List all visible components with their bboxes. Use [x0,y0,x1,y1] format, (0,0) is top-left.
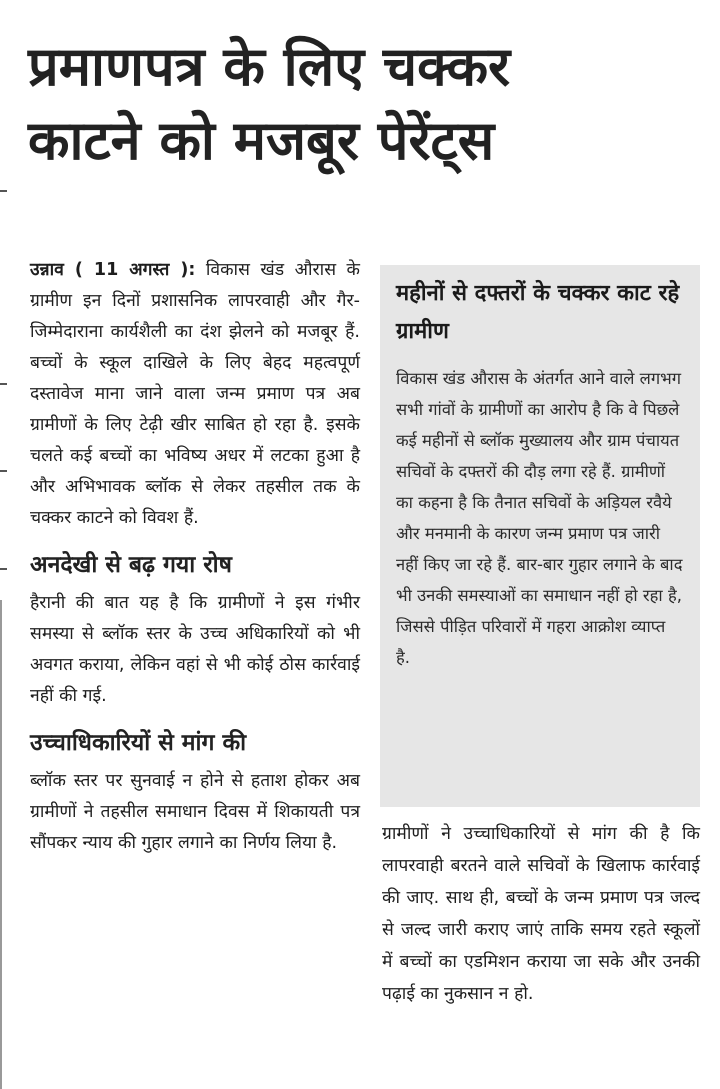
paragraph-tehsil-complaint: ब्लॉक स्तर पर सुनवाई न होने से हताश होकर अब ग्रामीणों ने तहसील समाधान दिवस में शिकायती पत्र सौंपकर न्याय की गुहार लगाने का निर्णय लिया है. [30,771,360,853]
intro-text: विकास खंड औरास के ग्रामीण इन दिनों प्रशासनिक लापरवाही और गैर-जिम्मेदाराना कार्यशैली का दंश झेलने को मजबूर हैं. बच्चों के स्कूल दाखिले के लिए बेहद महत्वपूर्ण दस्तावेज माना जाने वाला जन्म प्रमाण पत्र अब ग्रामीणों के लिए टेढ़ी खीर साबित हो रहा है. इसके चलते कई बच्चों का भविष्य अधर में लटका हुआ है और अभिभावक ब्लॉक से लेकर तहसील तक के चक्कर काटने को विवश हैं. [30,260,360,528]
margin-tick [0,568,7,570]
intro-paragraph [30,255,360,534]
headline [28,30,708,178]
sidebar-box [380,265,700,807]
subhead-demand: उच्चाधिकारियों से मांग की [30,730,247,756]
margin-tick [0,383,7,385]
dateline: उन्नाव ( 11 अगस्त ): [30,260,196,280]
column-rule [0,600,2,1089]
sidebar-box-title: महीनों से दफ्तरों के चक्कर काट रहे ग्रामीण [396,281,680,344]
headline-line-1: प्रमाणपत्र के लिए चक्कर [28,35,511,98]
margin-tick [0,470,7,472]
article-left-column [30,255,360,859]
paragraph-officials-informed: हैरानी की बात यह है कि ग्रामीणों ने इस गंभीर समस्या से ब्लॉक स्तर के उच्च अधिकारियों को भी अवगत कराया, लेकिन वहां से भी कोई ठोस कार्रवाई नहीं की गई. [30,593,360,706]
sidebar-box-body: विकास खंड औरास के अंतर्गत आने वाले लगभग सभी गांवों के ग्रामीणों का आरोप है कि वे पिछले कई महीनों से ब्लॉक मुख्यालय और ग्राम पंचायत सचिवों के दफ्तरों की दौड़ लगा रहे हैं. ग्रामीणों का कहना है कि तैनात सचिवों के अड़ियल रवैये और मनमानी के कारण जन्म प्रमाण पत्र जारी नहीं किए जा रहे हैं. बार-बार गुहार लगाने के बाद भी उनकी समस्याओं का समाधान नहीं हो रहा है, जिससे पीड़ित परिवारों में गहरा आक्रोश व्याप्त है. [396,369,683,667]
headline-line-2: काटने को मजबूर पेरेंट्स [28,109,495,172]
article-right-column [382,818,700,1010]
subhead-resentment: अनदेखी से बढ़ गया रोष [30,552,232,578]
paragraph-demand-details: ग्रामीणों ने उच्चाधिकारियों से मांग की है कि लापरवाही बरतने वाले सचिवों के खिलाफ कार्रवाई की जाए. साथ ही, बच्चों के जन्म प्रमाण पत्र जल्द से जल्द जारी कराए जाएं ताकि समय रहते स्कूलों में बच्चों का एडमिशन कराया जा सके और उनकी पढ़ाई का नुकसान न हो. [382,824,700,1004]
margin-tick [0,190,7,192]
